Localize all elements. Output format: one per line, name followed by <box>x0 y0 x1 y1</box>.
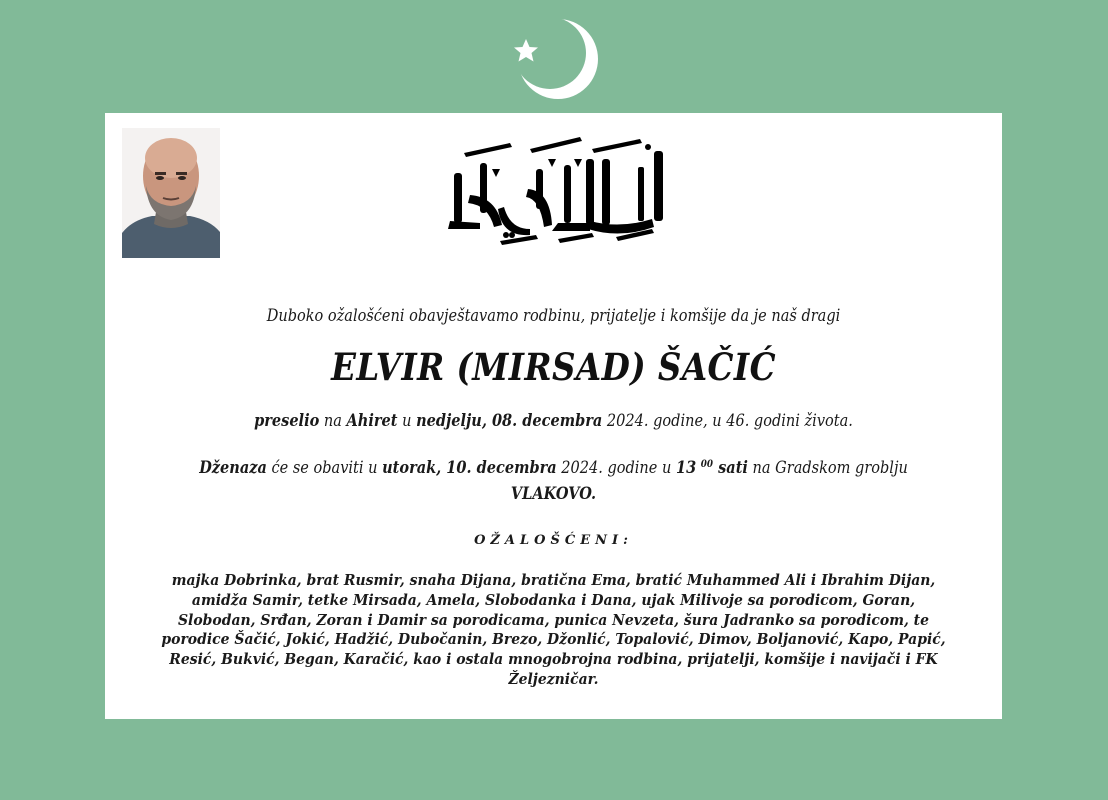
mourners-line: Resić, Bukvić, Began, Karačić, kao i ostala mnogobrojna rodbina, prijatelji, komšije i navijači i FK <box>169 650 938 669</box>
text: 2024. godine, u 46. godini života. <box>602 411 853 430</box>
text: u <box>397 411 417 430</box>
text: 2024. godine u <box>556 458 676 477</box>
mourners-heading: OŽALOŠĆENI: <box>474 533 633 548</box>
text-bold: sati <box>713 458 748 477</box>
text-bold: preselio <box>254 411 320 430</box>
cemetery-name <box>159 484 948 503</box>
arabic-calligraphy-icon <box>440 129 680 257</box>
death-announcement <box>159 411 948 430</box>
crescent-star-icon <box>508 15 604 103</box>
death-date: nedjelju, 08. decembra <box>416 411 603 430</box>
text: će se obaviti u <box>266 458 383 477</box>
mourners-line: majka Dobrinka, brat Rusmir, snaha Dijana, bratična Ema, bratić Muhammed Ali i Ibrahim Dijan, <box>171 571 936 589</box>
mourners-list <box>125 571 982 690</box>
mourners-line: Željezničar. <box>508 669 599 688</box>
mourners-line: Slobodan, Srđan, Zoran i Damir sa porodicama, punica Nevzeta, šura Jadranko sa porodicom, te <box>177 610 930 629</box>
mourners-line: amidža Samir, tetke Mirsada, Amela, Slobodanka i Dana, ujak Milivoje sa porodicom, Goran, <box>191 590 916 609</box>
text: na <box>319 411 347 430</box>
obituary-card <box>105 113 1002 719</box>
funeral-minutes: 00 <box>700 459 714 470</box>
funeral-announcement <box>159 458 948 477</box>
funeral-date: utorak, 10. decembra <box>382 458 557 477</box>
deceased-name: ELVIR (MIRSAD) ŠAČIĆ <box>331 345 776 389</box>
cemetery-place: VLAKOVO. <box>510 484 597 503</box>
text-bold: Ahiret <box>346 411 398 430</box>
text: na Gradskom groblju <box>747 458 908 477</box>
funeral-hour: 13 <box>675 458 697 477</box>
text-bold: Dženaza <box>199 458 267 477</box>
intro-text: Duboko ožalošćeni obavještavamo rodbinu, prijatelje i komšije da je naš dragi <box>266 306 841 325</box>
mourners-line: porodice Šačić, Jokić, Hadžić, Dubočanin, Brezo, Džonlić, Topalović, Dimov, Boljanović, Kapo, Papić, <box>161 630 946 649</box>
portrait-photo <box>122 128 220 258</box>
